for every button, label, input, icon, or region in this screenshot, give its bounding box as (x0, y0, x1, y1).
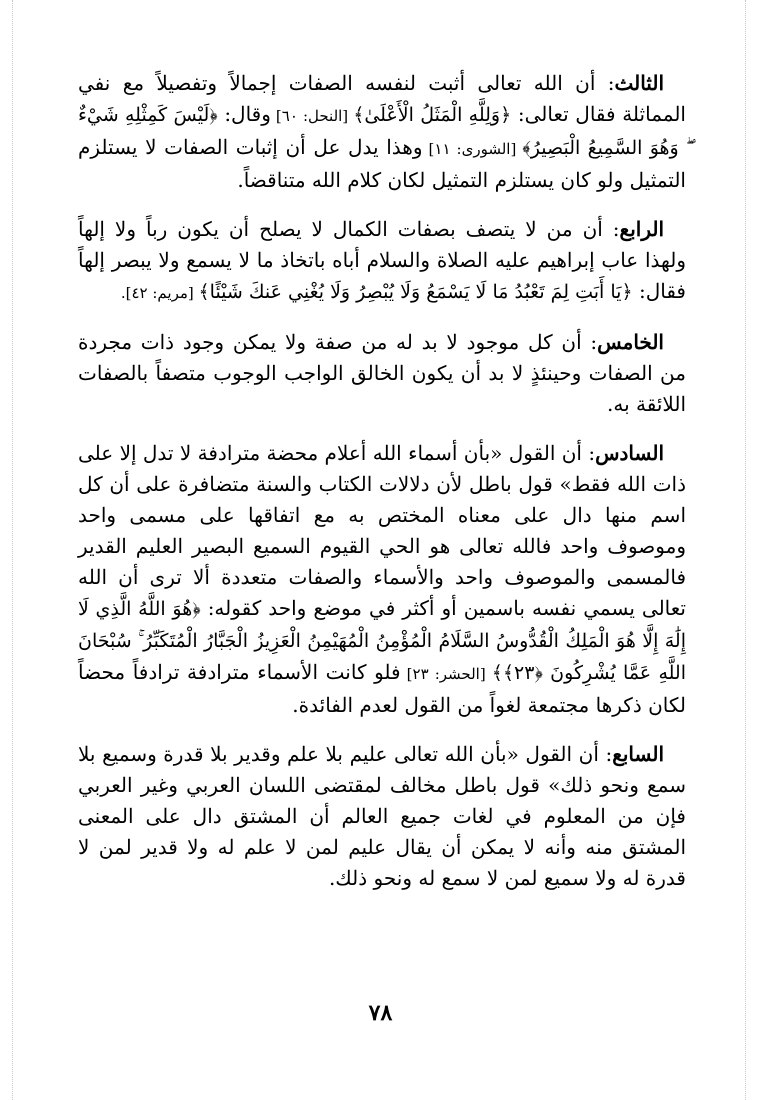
paragraph-heading: السابع (612, 742, 664, 766)
paragraph (78, 214, 686, 309)
verse-reference: [الشورى: ١١] (422, 140, 523, 158)
paragraph (78, 68, 686, 196)
paragraph-text: : أن القول «بأن الله تعالى عليم بلا علم وقدير بلا قدرة وسميع بلا سمع ونحو ذلك» قول باطل مخالف لمقتضى اللسان العربي وغير العربي فإن من المعلوم في لغات جميع العالم أن المشتق دال على المعنى المشتق منه وأنه لا يمكن أن يقال عليم لمن لا علم له ولا قدير لمن لا قدرة له ولا سميع لمن لا سمع له ونحو ذلك. (78, 742, 687, 890)
scan-edge-line (12, 0, 14, 1100)
quran-verse: ﴿لَيْسَ كَمِثْلِهِ شَيْءٌ ۖ وَهُوَ السَّمِيعُ الْبَصِيرُ﴾ (78, 104, 687, 159)
scan-edge-line (745, 0, 747, 1100)
verse-reference: [مريم: ٤٢]. (120, 284, 199, 302)
paragraph (78, 438, 686, 721)
paragraph-heading: الرابع (619, 217, 664, 241)
page-number: ٧٨ (368, 1000, 393, 1026)
paragraph-text: : أن كل موجود لا بد له من صفة ولا يمكن وجود ذات مجردة من الصفات وحينئذٍ لا بد أن يكون الخالق الواجب الوجوب متصفاً بالصفات اللائقة به. (78, 330, 686, 416)
paragraph-heading: السادس (595, 441, 664, 465)
paragraph-text: : أن من لا يتصف بصفات الكمال لا يصلح أن يكون رباً ولا إلهاً ولهذا عاب إبراهيم عليه الصلاة والسلام أباه باتخاذ ما لا يسمع ولا يبصر إلهاً فقال: (78, 217, 686, 303)
quran-verse: ﴿يَا أَبَتِ لِمَ تَعْبُدُ مَا لَا يَسْمَعُ وَلَا يُبْصِرُ وَلَا يُغْنِي عَنكَ شَيْئًا﴾ (198, 281, 633, 303)
paragraph-text: : أن الله تعالى أثبت لنفسه الصفات إجمالاً وتفصيلاً مع نفي المماثلة فقال تعالى: (78, 71, 686, 126)
paragraph-text: وهذا يدل عل أن إثبات الصفات لا يستلزم التمثيل ولو كان يستلزم التمثيل لكان كلام الله متناقضاً. (78, 135, 686, 192)
paragraph (78, 327, 686, 420)
paragraph-text: وقال: (217, 102, 271, 126)
paragraph-heading: الخامس (597, 330, 664, 354)
paragraph (78, 739, 686, 894)
paragraph-heading: الثالث (614, 71, 664, 95)
body-text (78, 68, 686, 912)
verse-reference: [الحشر: ٢٣] (400, 665, 492, 683)
paragraph-text: فلو كانت الأسماء مترادفة ترادفاً محضاً لكان ذكرها مجتمعة لغواً من القول لعدم الفائدة. (78, 660, 686, 717)
verse-reference: [النحل: ٦٠] (270, 107, 354, 125)
paragraph-text: : أن القول «بأن أسماء الله أعلام محضة مترادفة لا تدل إلا على ذات الله فقط» قول باطل لأن دلالات الكتاب والسنة متضافرة على أن كل اسم منها دال على معناه المختص به مع اتفاقها على مسمى واحد وموصوف واحد فالله تعالى هو الحي القيوم السميع البصير العليم القدير فالمسمى والموصوف واحد والأسماء والصفات متعددة ألا ترى أن الله تعالى يسمي نفسه باسمين أو أكثر في موضع واحد كقوله: (78, 441, 687, 620)
quran-verse: ﴿وَلِلَّهِ الْمَثَلُ الْأَعْلَىٰ﴾ (353, 104, 512, 126)
quran-verse: ﴿هُوَ اللَّهُ الَّذِي لَا إِلَٰهَ إِلَّا هُوَ الْمَلِكُ الْقُدُّوسُ السَّلَامُ الْمُؤْمِنُ الْمُهَيْمِنُ الْعَزِيزُ الْجَبَّارُ الْمُتَكَبِّرُ ۚ سُبْحَانَ اللَّهِ عَمَّا يُشْرِكُونَ ﴿٢٣﴾﴾ (78, 598, 687, 684)
